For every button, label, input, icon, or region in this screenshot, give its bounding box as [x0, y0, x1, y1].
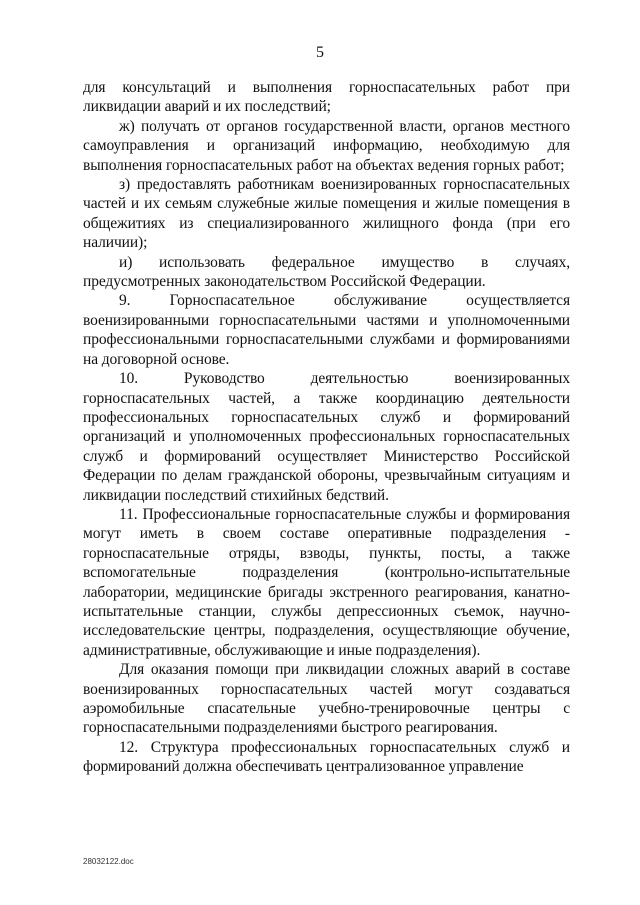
paragraph-10: 10. Руководство деятельностью военизированных горноспасательных частей, а также координацию деятельности профессиональных горноспасательных служб и формирований организаций и уполномоченных профессиональных горноспасательных служб и формирований осуществляет Министерство Российской Федерации по делам гражданской обороны, чрезвычайным ситуациям и ликвидации последствий стихийных бедствий. — [83, 370, 570, 504]
paragraph-item-i: и) использовать федеральное имущество в случаях, предусмотренных законодательством Российской Федерации. — [83, 253, 570, 291]
document-body — [83, 78, 570, 777]
page-number: 5 — [316, 44, 324, 61]
paragraph-item-zh: ж) получать от органов государственной власти, органов местного самоуправления и организаций информацию, необходимую для выполнения горноспасательных работ на объектах ведения горных работ; — [83, 117, 570, 174]
paragraph-item-z: з) предоставлять работникам военизированных горноспасательных частей и их семьям служебные жилые помещения и жилые помещения в общежитиях из специализированного жилищного фонда (при его наличии); — [83, 176, 570, 252]
paragraph-12: 12. Структура профессиональных горноспасательных служб и формирований должна обеспечивать централизованное управление — [83, 738, 570, 776]
paragraph-9: 9. Горноспасательное обслуживание осуществляется военизированными горноспасательными частями и уполномоченными профессиональными горноспасательными службами и формированиями на договорной основе. — [83, 292, 570, 368]
paragraph-11-continued: Для оказания помощи при ликвидации сложных аварий в составе военизированных горноспасательных частей могут создаваться аэромобильные спасательные учебно-тренировочные центры с горноспасательными подразделениями быстрого реагирования. — [83, 661, 570, 737]
document-filename: 28032122.doc — [83, 857, 134, 866]
paragraph-continuation: для консультаций и выполнения горноспасательных работ при ликвидации аварий и их последствий; — [83, 79, 570, 116]
paragraph-11: 11. Профессиональные горноспасательные службы и формирования могут иметь в своем составе оперативные подразделения - горноспасательные отряды, взводы, пункты, посты, а также вспомогательные подразделения (контрольно-испытательные лаборатории, медицинские бригады экстренного реагирования, канатно-испытательные станции, службы депрессионных съемок, научно-исследовательские центры, подразделения, осуществляющие обучение, административные, обслуживающие и иные подразделения). — [83, 505, 570, 659]
